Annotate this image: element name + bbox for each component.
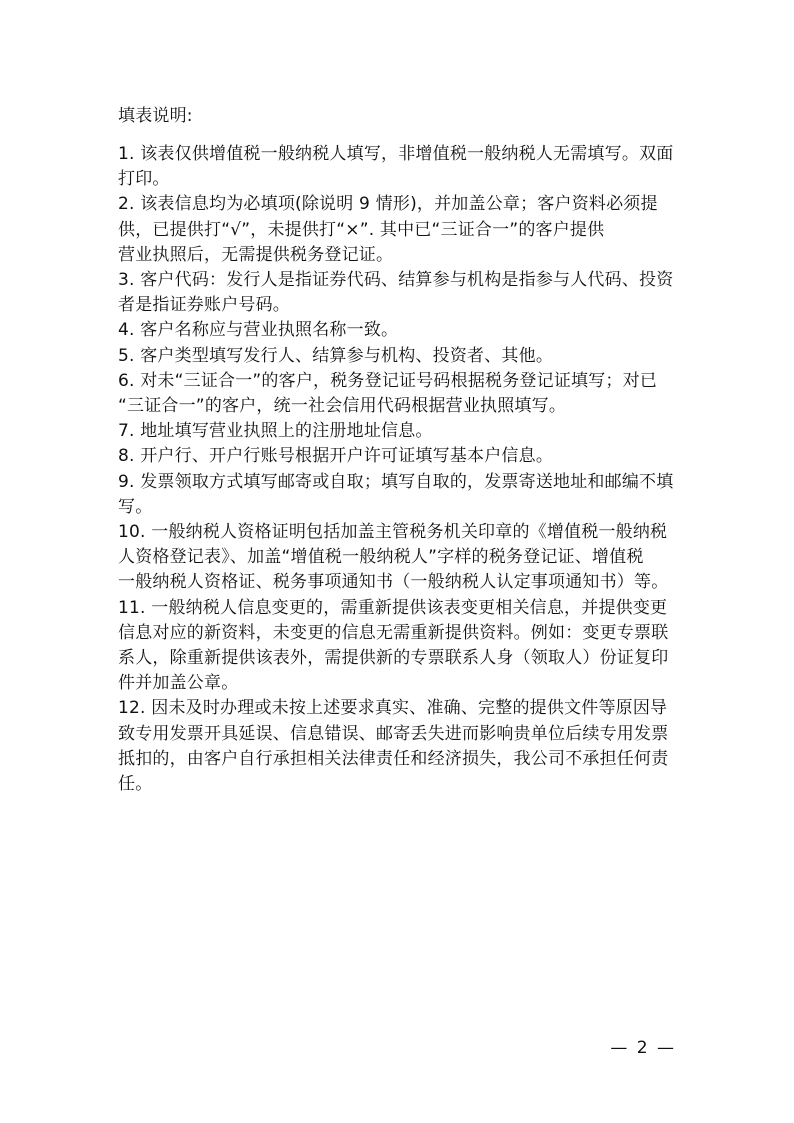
note-line: 者是指证券账户号码。 [118, 295, 290, 316]
note-item-3 [118, 268, 686, 318]
note-line: “三证合一”的客户，统一社会信用代码根据营业执照填写。 [118, 396, 567, 417]
note-line: 信息对应的新资料，未变更的信息无需重新提供资料。例如：变更专票联 [118, 622, 669, 643]
note-line: 3. 客户代码：发行人是指证券代码、结算参与机构是指参与人代码、投资 [118, 270, 674, 291]
note-line: 4. 客户名称应与营业执照名称一致。 [118, 320, 399, 341]
instructions-title: 填表说明: [118, 106, 193, 126]
note-line: 件并加盖公章。 [118, 673, 239, 694]
note-line: 系人，除重新提供该表外，需提供新的专票联系人身（领取人）份证复印 [118, 648, 669, 669]
instructions-list [118, 142, 686, 797]
note-line: 打印。 [118, 169, 170, 190]
note-line: 9. 发票领取方式填写邮寄或自取；填写自取的，发票寄送地址和邮编不填 [118, 471, 674, 492]
note-line: 7. 地址填写营业执照上的注册地址信息。 [118, 421, 433, 442]
note-item-2 [118, 192, 686, 268]
note-line: 6. 对未“三证合一”的客户，税务登记证号码根据税务登记证填写；对已 [118, 370, 658, 391]
note-line: 8. 开户行、开户行账号根据开户许可证填写基本户信息。 [118, 446, 554, 467]
note-line: 12. 因未及时办理或未按上述要求真实、准确、完整的提供文件等原因导 [118, 698, 668, 719]
note-item-5 [118, 344, 686, 369]
note-item-12 [118, 696, 686, 797]
note-line: 一般纳税人资格证、税务事项通知书（一般纳税人认定事项通知书）等。 [118, 572, 669, 593]
note-item-11 [118, 596, 686, 697]
note-item-6 [118, 369, 686, 419]
note-line: 任。 [118, 774, 153, 795]
page-number: — 2 — [610, 1038, 676, 1058]
note-item-1 [118, 142, 686, 192]
note-line: 11. 一般纳税人信息变更的，需重新提供该表变更相关信息，并提供变更 [118, 597, 668, 618]
note-line: 致专用发票开具延误、信息错误、邮寄丢失进而影响贵单位后续专用发票 [118, 723, 669, 744]
note-line: 人资格登记表》、加盖“增值税一般纳税人”字样的税务登记证、增值税 [118, 547, 644, 568]
note-item-8 [118, 444, 686, 469]
note-item-7 [118, 419, 686, 444]
note-line: 10. 一般纳税人资格证明包括加盖主管税务机关印章的《增值税一般纳税 [118, 522, 668, 543]
note-line: 营业执照后，无需提供税务登记证。 [118, 244, 394, 265]
note-item-9 [118, 470, 686, 520]
note-item-10 [118, 520, 686, 596]
note-line: 2. 该表信息均为必填项(除说明 9 情形)，并加盖公章；客户资料必须提 [118, 194, 658, 215]
note-line: 抵扣的，由客户自行承担相关法律责任和经济损失，我公司不承担任何责 [118, 748, 669, 769]
note-line: 1. 该表仅供增值税一般纳税人填写，非增值税一般纳税人无需填写。双面 [118, 144, 674, 164]
note-line: 供，已提供打“√”，未提供打“×”. 其中已“三证合一”的客户提供 [118, 219, 605, 240]
note-item-4 [118, 318, 686, 343]
note-line: 写。 [118, 496, 153, 517]
note-line: 5. 客户类型填写发行人、结算参与机构、投资者、其他。 [118, 345, 554, 366]
